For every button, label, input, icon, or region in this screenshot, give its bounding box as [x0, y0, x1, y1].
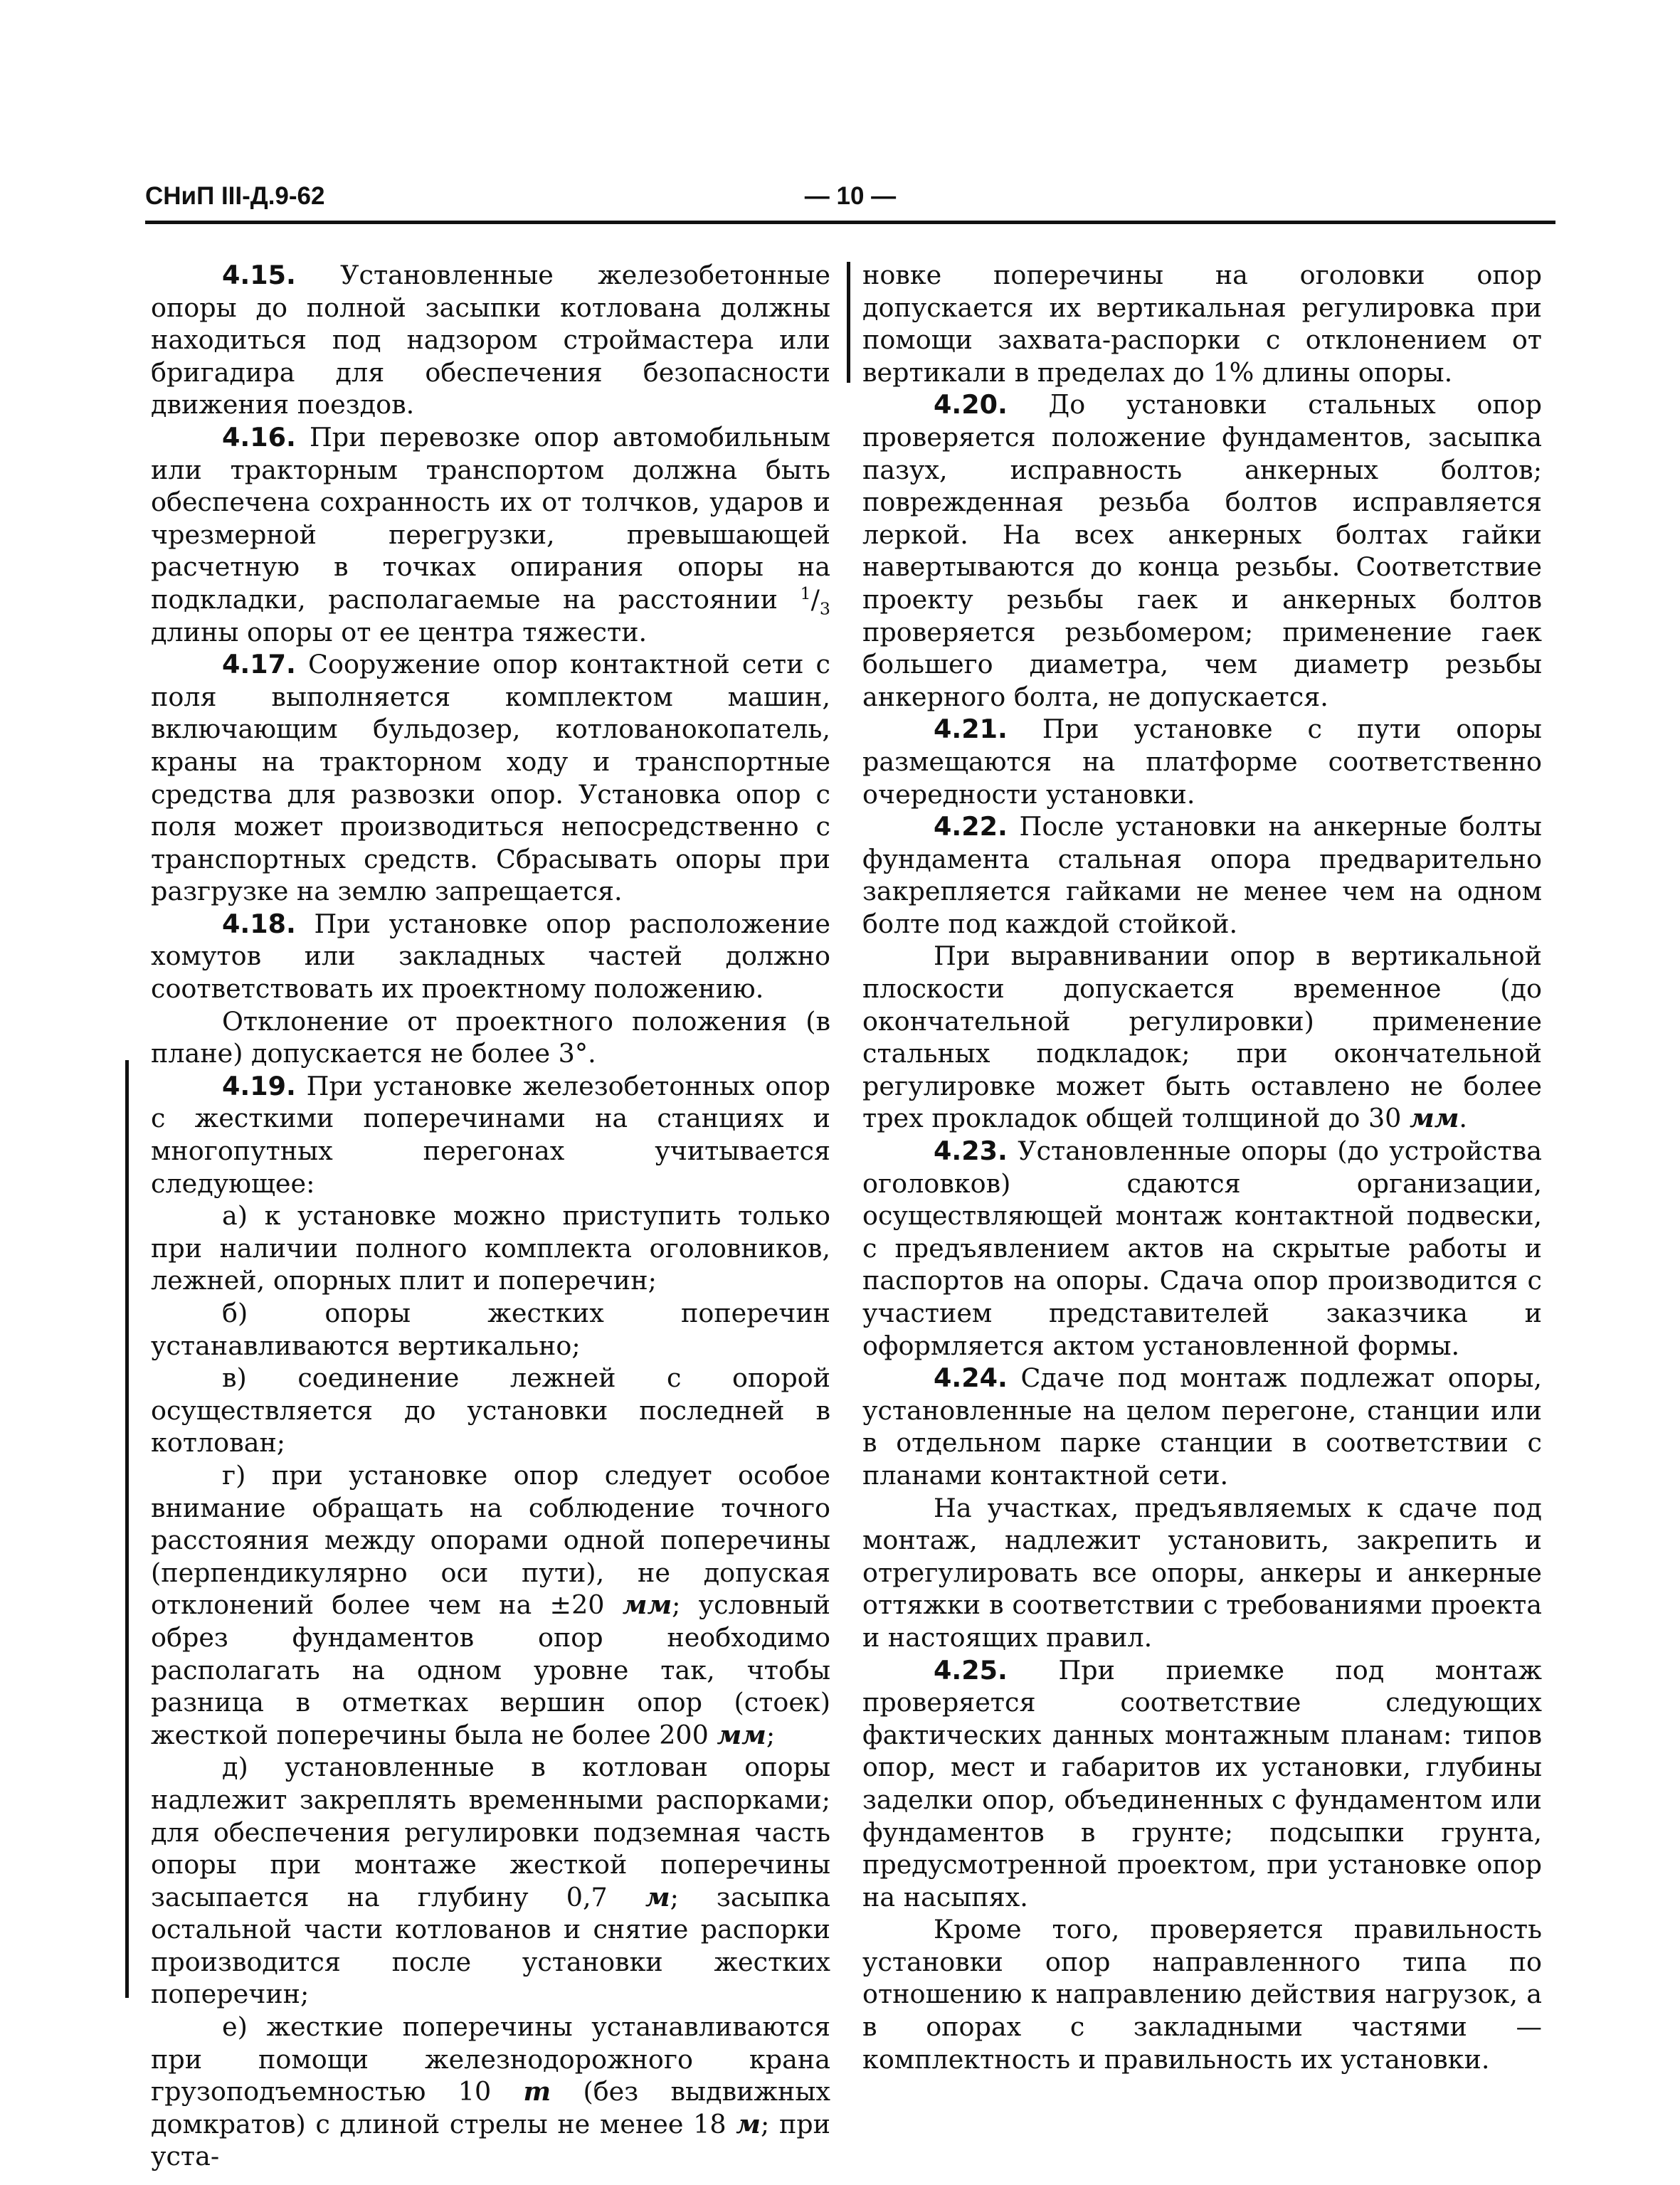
clause-text: При установке с пути опоры размещаются на платформе соответственно очередности установки. — [862, 714, 1542, 810]
clause-4-19-item-d — [151, 1751, 830, 2011]
clause-number: 4.22. — [934, 811, 1008, 842]
clause-text: При выравнивании опор в вертикальной плоскости допускается временное (до окончательной регулировки) применение стальных подкладок; при окончательной регулировке может быть оставлено не более трех прокладок общей толщиной до 30 — [862, 941, 1542, 1134]
clause-number: 4.25. — [934, 1654, 1008, 1686]
clause-text: длины опоры от ее центра тяжести. — [151, 616, 648, 647]
clause-text: Установленные опоры (до устройства оголовков) сдаются организации, осуществляющей монтаж контактной подвески, с предъявлением актов на скрытые работы и паспортов на опоры. Сдача опор производится с участием представителей заказчика и оформляется актом установленной формы. — [862, 1136, 1542, 1361]
page-header — [145, 175, 1555, 218]
clause-4-19-item-a: а) к установке можно приступить только при наличии полного комплекта оголовников, лежней, опорных плит и поперечин; — [151, 1200, 830, 1296]
clause-4-17 — [151, 648, 830, 908]
unit: м — [645, 1881, 670, 1912]
clause-text: При приемке под монтаж проверяется соответствие следующих фактических данных монтажным планам: типов опор, мест и габаритов их установки, глубины заделки опор, объединенных с фундаментом или фундаментов в грунте; подсыпки грунта, предусмотренной проектом, при установке опор на насыпях. — [862, 1654, 1542, 1912]
clause-text: При установке опор расположение хомутов или закладных частей должно соответствовать их проектному положению. — [151, 908, 830, 1005]
clause-4-19 — [151, 1070, 830, 1200]
clause-4-23 — [862, 1135, 1542, 1362]
clause-4-25 — [862, 1654, 1542, 1914]
fraction-numerator: 1 — [800, 583, 811, 603]
unit: мм — [717, 1719, 766, 1750]
clause-4-22-leveling — [862, 940, 1542, 1135]
clause-text: ; засыпка остальной части котлованов и снятие распорки производится после установки жестких поперечин; — [151, 1881, 830, 2010]
clause-4-19-item-e — [151, 2011, 830, 2173]
header-rule — [145, 221, 1555, 224]
clause-4-15 — [151, 259, 830, 421]
clause-number: 4.18. — [222, 908, 296, 939]
clause-4-18 — [151, 908, 830, 1005]
clause-4-16: 4.16. При перевозке опор автомобильным или тракторным транспортом должна быть обеспечена сохранность их от толчков, ударов и чрезмерной перегрузки, превышающей расчетную в точках опирания опоры на подкладки, располагаемые на расстоянии $^1/_3$ длины опоры от ее центра тяжести. — [151, 421, 830, 647]
clause-text: После установки на анкерные болты фундамента стальная опора предварительно закрепляется гайками не менее чем на одном болте под каждой стойкой. — [862, 811, 1542, 939]
fraction-denominator: 3 — [819, 598, 830, 619]
clause-4-19-item-v: в) соединение лежней с опорой осуществляется до установки последней в котлован; — [151, 1363, 830, 1459]
clause-text: д) установленные в котлован опоры надлежит закреплять временными распорками; для обеспечения регулировки подземная часть опоры при монтаже жесткой поперечины засыпается на глубину 0,7 — [151, 1752, 830, 1912]
clause-number: 4.20. — [934, 389, 1008, 420]
left-column — [151, 259, 830, 2173]
clause-text: Сооружение опор контактной сети с поля выполняется комплектом машин, включающим бульдозер, котлованокопатель, краны на тракторном ходу и транспортные средства для развозки опор. Установка опор с поля может производиться непосредственно с транспортных средств. Сбрасывать опоры при разгрузке на землю запрещается. — [151, 649, 830, 907]
clause-4-21 — [862, 713, 1542, 810]
unit: мм — [622, 1589, 672, 1621]
clause-4-22 — [862, 810, 1542, 940]
clause-number: 4.24. — [934, 1363, 1008, 1394]
clause-text: е) жесткие поперечины устанавливаются при помощи железнодорожного крана грузоподъемностью 10 — [151, 2011, 830, 2107]
clause-text: При установке железобетонных опор с жесткими поперечинами на станциях и многопутных перегонах учитывается следующее: — [151, 1070, 830, 1199]
clause-text: ; — [766, 1719, 776, 1750]
clause-text: (без выдвижных домкратов) с длиной стрелы не менее 18 — [151, 2076, 830, 2139]
clause-text: ; при уста- — [151, 2108, 830, 2172]
clause-4-24 — [862, 1362, 1542, 1491]
clause-4-24-sections: На участках, предъявляемых к сдаче под монтаж, надлежит установить, закрепить и отрегулировать все опоры, анкеры и анкерные оттяжки в соответствии с требованиями проекта и настоящих правил. — [862, 1492, 1542, 1653]
clause-4-18-deviation: Отклонение от проектного положения (в плане) допускается не более 3°. — [151, 1005, 830, 1069]
clause-number: 4.16. — [222, 421, 296, 453]
page-number: — 10 — — [804, 182, 897, 210]
clause-text: ; условный обрез фундаментов опор необходимо располагать на одном уровне так, чтобы разница в отметках вершин опор (стоек) жесткой поперечины была не более 200 — [151, 1589, 831, 1750]
clause-4-25-additional: Кроме того, проверяется правильность установки опор направленного типа по отношению к направлению действия нагрузок, а в опорах с закладными частями — комплектность и правильность их установки. — [862, 1914, 1542, 2075]
clause-4-19-item-b: б) опоры жестких поперечин устанавливаются вертикально; — [151, 1298, 830, 1361]
clause-text: Установленные железобетонные опоры до полной засыпки котлована должны находиться под надзором строймастера или бригадира для обеспечения безопасности движения поездов. — [151, 260, 830, 420]
clause-text: г) при установке опор следует особое внимание обращать на соблюдение точного расстояния между опорами одной поперечины (перпендикулярно оси пути), не допуская отклонений более чем на ±20 — [151, 1459, 830, 1621]
running-head: СНиП III-Д.9-62 — [145, 182, 325, 210]
clause-text: Сдаче под монтаж подлежат опоры, установленные на целом перегоне, станции или в отдельном парке станции в соответствии с планами контактной сети. — [862, 1363, 1542, 1491]
clause-text: При перевозке опор автомобильным или тракторным транспортом должна быть обеспечена сохранность их от толчков, ударов и чрезмерной перегрузки, превышающей расчетную в точках опирания опоры на подкладки, располагаемые на расстоянии — [151, 421, 830, 615]
clause-number: 4.23. — [934, 1136, 1008, 1167]
unit: м — [736, 2108, 761, 2139]
unit: мм — [1410, 1103, 1459, 1134]
unit: т — [523, 2076, 551, 2107]
clause-4-19-item-e-continued: новке поперечины на оголовки опор допускается их вертикальная регулировка при помощи захвата-распорки с отклонением от вертикали в пределах до 1% длины опоры. — [862, 260, 1542, 388]
clause-number: 4.15. — [222, 260, 296, 290]
clause-text: . — [1459, 1103, 1468, 1134]
clause-4-19-item-g — [151, 1459, 830, 1751]
clause-number: 4.21. — [934, 714, 1008, 745]
change-bar-right — [847, 262, 850, 383]
change-bar-left — [125, 1060, 129, 1998]
right-column — [862, 259, 1542, 2075]
clause-number: 4.19. — [222, 1070, 296, 1101]
clause-4-20 — [862, 388, 1542, 713]
clause-number: 4.17. — [222, 649, 296, 680]
clause-text: До установки стальных опор проверяется положение фундаментов, засыпка пазух, исправность анкерных болтов; поврежденная резьба болтов исправляется леркой. На всех анкерных болтах гайки навертываются до конца резьбы. Соответствие проекту резьбы гаек и анкерных болтов проверяется резьбомером; применение гаек большего диаметра, чем диаметр резьбы анкерного болта, не допускается. — [862, 389, 1542, 712]
